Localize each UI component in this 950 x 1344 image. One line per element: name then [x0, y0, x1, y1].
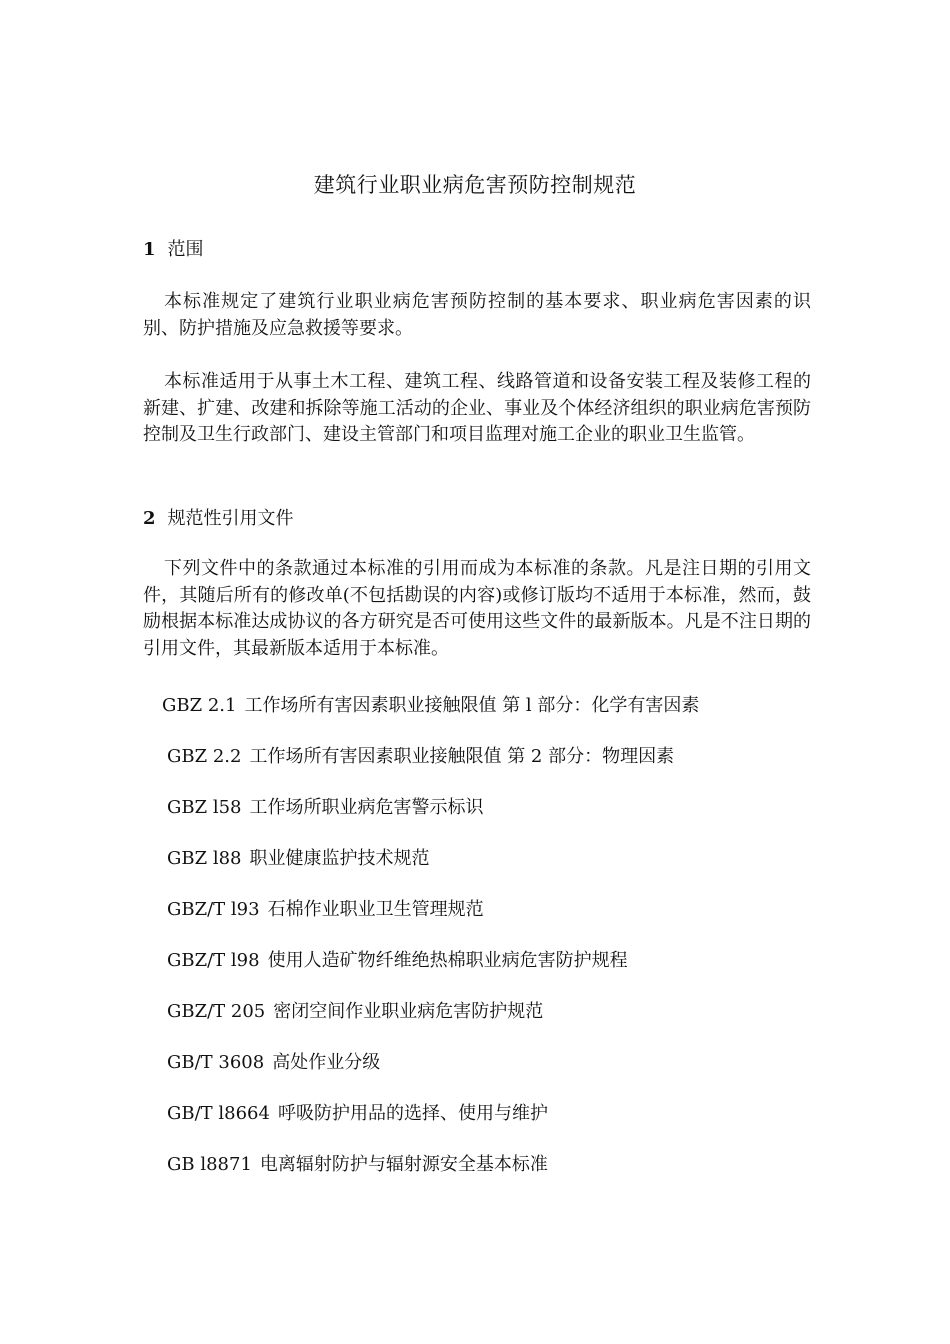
- section-number: 1: [143, 239, 156, 260]
- references-paragraph: 下列文件中的条款通过本标准的引用而成为本标准的条款。凡是注日期的引用文件，其随后所有的修改单(不包括勘误的内容)或修订版均不适用于本标准，然而，鼓励根据本标准达成协议的各方研究是否可使用这些文件的最新版本。凡是不注日期的引用文件，其最新版本适用于本标准。: [143, 558, 811, 659]
- scope-paragraph-1: 本标准规定了建筑行业职业病危害预防控制的基本要求、职业病危害因素的识别、防护措施及应急救援等要求。: [143, 291, 811, 339]
- reference-name: 电离辐射防护与辐射源安全基本标准: [259, 1154, 548, 1175]
- reference-item: [167, 1050, 380, 1076]
- reference-name: 高处作业分级: [272, 1052, 381, 1073]
- reference-item: [167, 999, 543, 1025]
- document-title: 建筑行业职业病危害预防控制规范: [313, 173, 637, 197]
- reference-item: [167, 846, 430, 872]
- section-number: 2: [143, 508, 156, 529]
- reference-code: GB/T l8664: [167, 1103, 270, 1124]
- reference-item: [167, 897, 484, 923]
- section-title: 规范性引用文件: [167, 508, 294, 529]
- section-heading-references: [143, 506, 294, 532]
- reference-code: GB l8871: [167, 1154, 252, 1175]
- reference-item: [167, 1101, 548, 1127]
- reference-code: GBZ/T l93: [167, 899, 260, 920]
- reference-item: [167, 795, 484, 821]
- reference-name: 使用人造矿物纤维绝热棉职业病危害防护规程: [267, 950, 628, 971]
- reference-code: GBZ l58: [167, 797, 242, 818]
- reference-item: [162, 693, 699, 719]
- reference-name: 工作场所有害因素职业接触限值 第 2 部分：物理因素: [249, 746, 675, 767]
- reference-code: GBZ 2.2: [167, 746, 242, 767]
- reference-name: 呼吸防护用品的选择、使用与维护: [277, 1103, 548, 1124]
- reference-code: GB/T 3608: [167, 1052, 265, 1073]
- reference-code: GBZ/T l98: [167, 950, 260, 971]
- reference-item: [167, 1152, 548, 1178]
- reference-name: 工作场所职业病危害警示标识: [249, 797, 484, 818]
- reference-name: 密闭空间作业职业病危害防护规范: [273, 1001, 544, 1022]
- reference-item: [167, 948, 628, 974]
- reference-code: GBZ/T 205: [167, 1001, 266, 1022]
- scope-paragraph-2: 本标准适用于从事土木工程、建筑工程、线路管道和设备安装工程及装修工程的新建、扩建、改建和拆除等施工活动的企业、事业及个体经济组织的职业病危害预防控制及卫生行政部门、建设主管部门和项目监理对施工企业的职业卫生监管。: [143, 371, 811, 445]
- reference-name: 石棉作业职业卫生管理规范: [267, 899, 484, 920]
- reference-code: GBZ l88: [167, 848, 242, 869]
- reference-code: GBZ 2.1: [162, 695, 237, 716]
- reference-name: 工作场所有害因素职业接触限值 第 l 部分：化学有害因素: [244, 695, 700, 716]
- section-title: 范围: [167, 239, 204, 260]
- section-heading-scope: [143, 237, 204, 263]
- reference-name: 职业健康监护技术规范: [249, 848, 430, 869]
- reference-item: [167, 744, 674, 770]
